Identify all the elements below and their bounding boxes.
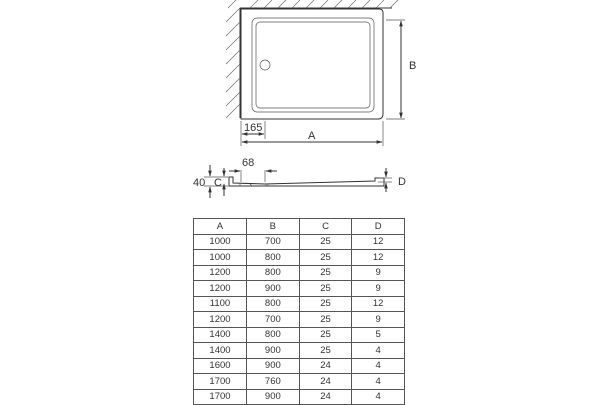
table-cell: 4: [352, 374, 405, 390]
table-row: [194, 234, 405, 250]
table-cell: 25: [299, 312, 352, 328]
table-cell: 1000: [194, 234, 247, 250]
table-cell: 900: [246, 281, 299, 297]
table-row: [194, 281, 405, 297]
table-row: [194, 312, 405, 328]
table-cell: 800: [246, 296, 299, 312]
table-cell: 700: [246, 312, 299, 328]
table-row: [194, 250, 405, 266]
table-cell: 25: [299, 343, 352, 359]
table-cell: 760: [246, 374, 299, 390]
table-cell: 4: [352, 358, 405, 374]
table-cell: 5: [352, 327, 405, 343]
table-cell: 700: [246, 234, 299, 250]
column-header-d: D: [352, 219, 405, 235]
table-row: [194, 389, 405, 405]
table-cell: 800: [246, 327, 299, 343]
tray-profile: [229, 177, 384, 186]
table-cell: 12: [352, 250, 405, 266]
table-row: [194, 358, 405, 374]
column-header-b: B: [246, 219, 299, 235]
table-cell: 25: [299, 234, 352, 250]
section-view: [193, 157, 406, 198]
table-cell: 9: [352, 265, 405, 281]
table-cell: 12: [352, 296, 405, 312]
dimension-b-label: B: [409, 60, 417, 72]
column-header-a: A: [194, 219, 247, 235]
table-cell: 12: [352, 234, 405, 250]
table-cell: 25: [299, 250, 352, 266]
table-cell: 1200: [194, 265, 247, 281]
table-row: [194, 265, 405, 281]
table-cell: 9: [352, 312, 405, 328]
table-cell: 25: [299, 281, 352, 297]
table-body: [194, 234, 405, 405]
waste-width-label: 68: [242, 157, 255, 169]
tray-outline: [241, 9, 383, 119]
table-cell: 1400: [194, 327, 247, 343]
height-label: 40: [193, 177, 206, 189]
table-cell: 25: [299, 327, 352, 343]
waste-offset-label: 165: [244, 122, 263, 134]
table-cell: 1700: [194, 374, 247, 390]
table-cell: 900: [246, 389, 299, 405]
table-cell: 25: [299, 265, 352, 281]
table-cell: 4: [352, 389, 405, 405]
drain-hole: [260, 60, 270, 70]
table-row: [194, 374, 405, 390]
dimension-a-label: A: [308, 130, 316, 142]
table-cell: 1600: [194, 358, 247, 374]
table-cell: 24: [299, 374, 352, 390]
dimension-table: [193, 218, 405, 405]
table-cell: 1400: [194, 343, 247, 359]
table-cell: 1200: [194, 312, 247, 328]
table-cell: 800: [246, 250, 299, 266]
table-cell: 800: [246, 265, 299, 281]
table-cell: 4: [352, 343, 405, 359]
table-cell: 24: [299, 389, 352, 405]
table-cell: 1000: [194, 250, 247, 266]
table-cell: 900: [246, 358, 299, 374]
table-cell: 1200: [194, 281, 247, 297]
plan-view: [226, 0, 416, 146]
depth-label: D: [398, 176, 406, 188]
table-cell: 900: [246, 343, 299, 359]
table-cell: 9: [352, 281, 405, 297]
table-cell: 25: [299, 296, 352, 312]
table-row: [194, 327, 405, 343]
rim-label: C: [214, 177, 222, 189]
table-cell: 1100: [194, 296, 247, 312]
table-cell: 24: [299, 358, 352, 374]
table-cell: 1700: [194, 389, 247, 405]
table-row: [194, 296, 405, 312]
column-header-c: C: [299, 219, 352, 235]
table-row: [194, 343, 405, 359]
table-header-row: [194, 219, 405, 235]
